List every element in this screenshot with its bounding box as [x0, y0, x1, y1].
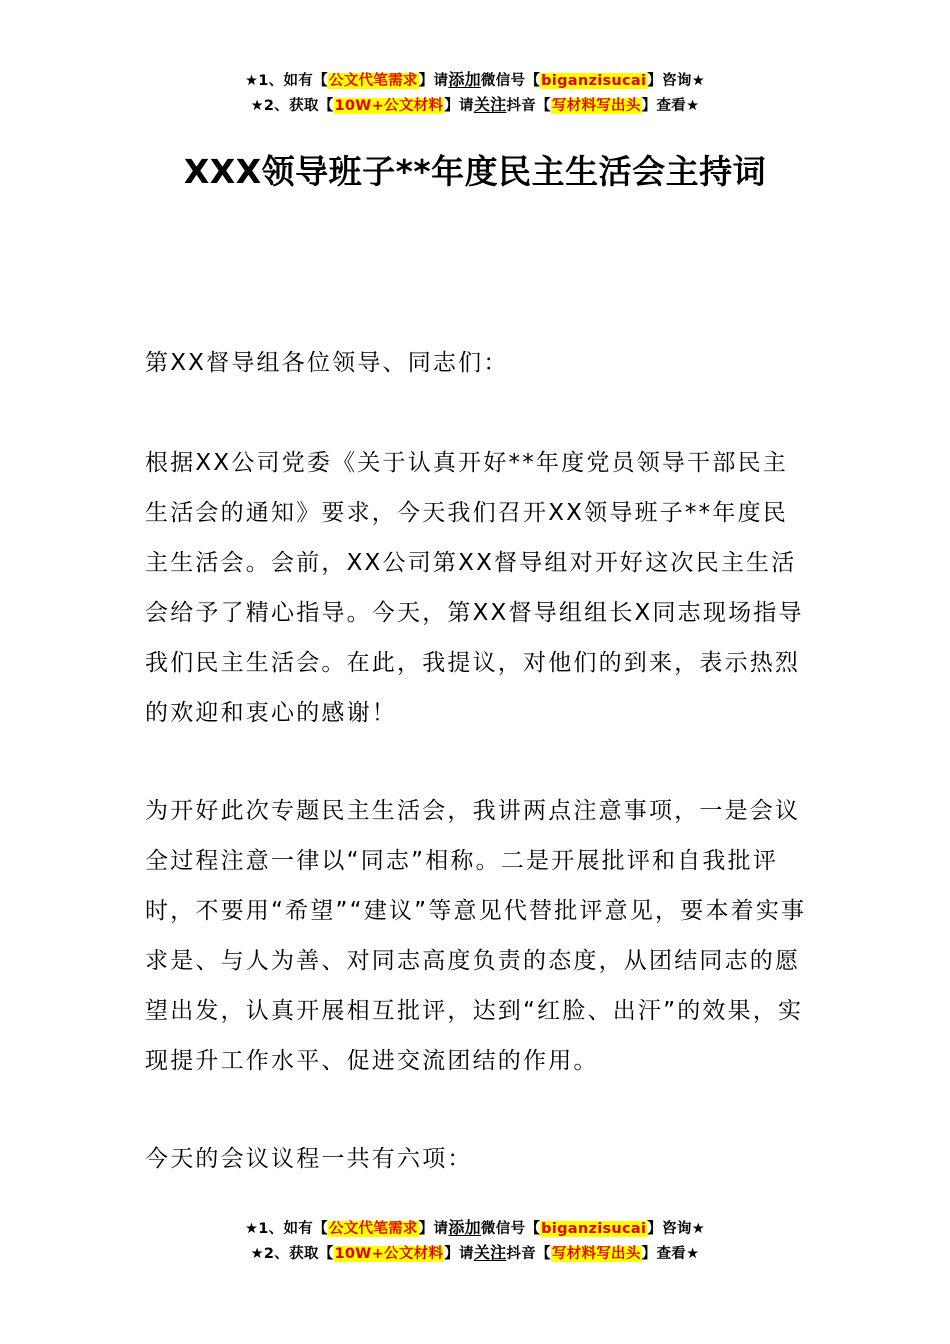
promo-text: 1、如有【	[258, 1221, 328, 1237]
promo-douyin-id: 写材料写出头	[551, 1246, 641, 1262]
promo-text: 抖音【	[506, 98, 551, 114]
star-icon: ★	[244, 1221, 259, 1237]
promo-text: 】咨询	[647, 73, 692, 89]
promo-text: 】请	[418, 1221, 449, 1237]
promo-banner-bottom	[0, 1216, 950, 1266]
greeting: 第XX督导组各位领导、同志们：	[145, 350, 509, 376]
star-icon: ★	[691, 1221, 705, 1237]
promo-text: 微信号【	[480, 73, 541, 89]
promo-text: 】请	[418, 73, 449, 89]
promo-wechat-id: biganzisucai	[541, 73, 647, 89]
document-title: XXX领导班子**年度民主生活会主持词	[183, 152, 767, 191]
promo-line-1	[0, 1216, 950, 1241]
promo-underline: 关注	[473, 95, 507, 114]
promo-text: 】查看	[641, 98, 687, 114]
promo-highlight: 公文代笔需求	[328, 73, 418, 89]
promo-line-1	[0, 68, 950, 93]
paragraph-1: 根据XX公司党委《关于认真开好**年度党员领导干部民主生活会的通知》要求，今天我们召开XX领导班子**年度民主生活会。会前，XX公司第XX督导组对开好这次民主生活会给予了精心指导。今天，第XX督导组组长X同志现场指导我们民主生活会。在此，我提议，对他们的到来，表示热烈的欢迎和衷心的感谢！	[145, 450, 804, 726]
promo-text: 】请	[444, 1246, 474, 1262]
promo-text: 】咨询	[647, 1221, 692, 1237]
star-icon: ★	[250, 1246, 264, 1262]
star-icon: ★	[686, 98, 700, 114]
promo-underline: 关注	[473, 1243, 507, 1262]
paragraph-2: 为开好此次专题民主生活会，我讲两点注意事项，一是会议全过程注意一律以“同志”相称。二是开展批评和自我批评时，不要用“希望”“建议”等意见代替批评意见，要本着实事求是、与人为善、对同志高度负责的态度，从团结同志的愿望出发，认真开展相互批评，达到“红脸、出汗”的效果，实现提升工作水平、促进交流团结的作用。	[145, 798, 807, 1074]
promo-text: 微信号【	[480, 1221, 541, 1237]
promo-text: 】查看	[641, 1246, 687, 1262]
promo-douyin-id: 写材料写出头	[551, 98, 641, 114]
promo-text: 2、获取【	[263, 1246, 334, 1262]
promo-text: 抖音【	[506, 1246, 551, 1262]
star-icon: ★	[250, 98, 264, 114]
promo-text: 】请	[444, 98, 474, 114]
promo-text: 2、获取【	[263, 98, 334, 114]
promo-line-2	[0, 1241, 950, 1266]
star-icon: ★	[691, 73, 705, 89]
star-icon: ★	[686, 1246, 700, 1262]
promo-underline: 添加	[448, 70, 481, 89]
promo-line-2	[0, 93, 950, 118]
star-icon: ★	[244, 73, 259, 89]
promo-highlight: 公文代笔需求	[328, 1221, 418, 1237]
promo-underline: 添加	[448, 1218, 481, 1237]
paragraph-3: 今天的会议议程一共有六项：	[145, 1146, 473, 1172]
promo-wechat-id: biganzisucai	[541, 1221, 647, 1237]
promo-banner-top	[0, 68, 950, 118]
promo-highlight: 10W+公文材料	[334, 1246, 444, 1262]
promo-highlight: 10W+公文材料	[334, 98, 444, 114]
promo-text: 1、如有【	[258, 73, 328, 89]
